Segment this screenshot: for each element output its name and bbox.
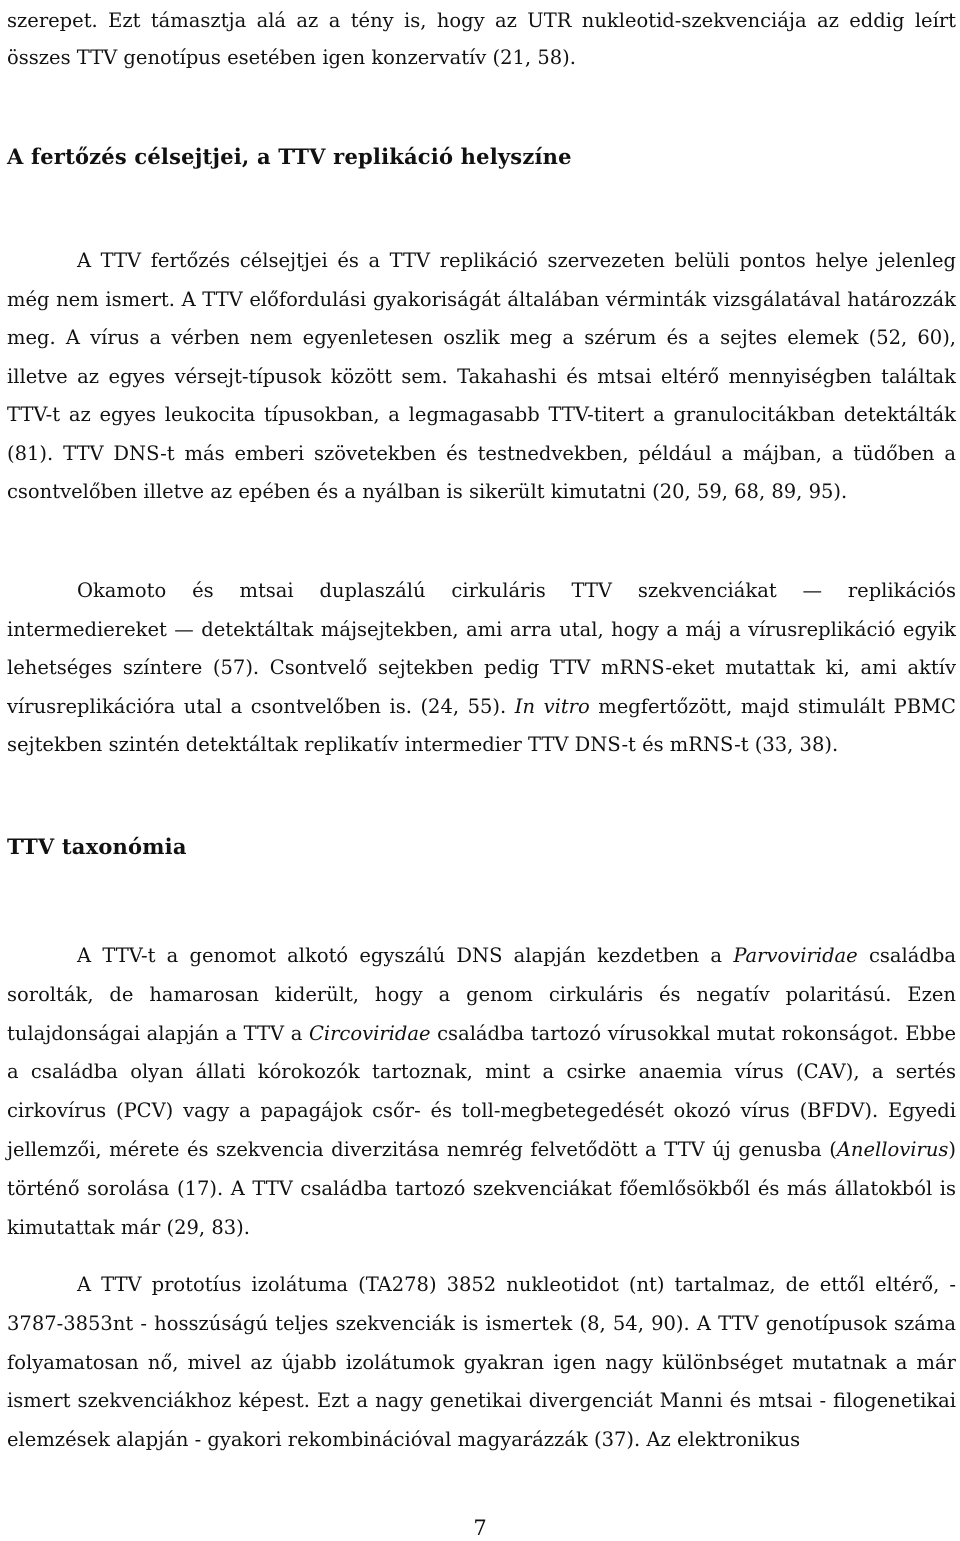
- page-number: 7: [473, 1516, 487, 1540]
- paragraph-taxonomy-2: [7, 1266, 956, 1460]
- continuation-paragraph: szerepet. Ezt támasztja alá az a tény is, hogy az UTR nukleotid-szekvenciája az eddig leírt összes TTV genotípus esetében igen konzervatív (21, 58).: [7, 9, 956, 69]
- section-heading-taxonomy: TTV taxonómia: [7, 834, 187, 859]
- paragraph-okamoto: [7, 572, 956, 765]
- taxonomy-1-text-d: ) történő sorolása (17). A TTV családba tartozó szekvenciákat főemlősökből és más állatokból is kimutattak már (29, 83).: [7, 1137, 956, 1239]
- paragraph-target-cells-text: A TTV fertőzés célsejtjei és a TTV replikáció szervezeten belüli pontos helye jelenleg még nem ismert. A TTV előfordulási gyakoriságát általában vérminták vizsgálatával határozzák meg. A vírus a vérben nem egyenletesen oszlik meg a szérum és a sejtes elemek (52, 60), illetve az egyes vérsejt-típusok között sem. Takahashi és mtsai eltérő mennyiségben találtak TTV-t az egyes leukocita típusokban, a legmagasabb TTV-titert a granulocitákban detektálták (81). TTV DNS-t más emberi szövetekben és testnedvekben, például a májban, a tüdőben a csontvelőben illetve az epében és a nyálban is sikerült kimutatni (20, 59, 68, 89, 95).: [7, 249, 956, 503]
- taxonomy-1-italic-anellovirus: Anellovirus: [836, 1137, 949, 1161]
- paragraph-target-cells: [7, 242, 956, 512]
- paragraph-taxonomy-2-text: A TTV prototíus izolátuma (TA278) 3852 nukleotidot (nt) tartalmaz, de ettől eltérő, - 3787-3853nt - hosszúságú teljes szekvenciák is ismertek (8, 54, 90). A TTV genotípusok száma folyamatosan nő, mivel az újabb izolátumok gyakran igen nagy különbséget mutatnak a már ismert szekvenciákhoz képest. Ezt a nagy genetikai divergenciát Manni és mtsai - filogenetikai elemzések alapján - gyakori rekombinációval magyarázzák (37). Az elektronikus: [7, 1273, 956, 1452]
- taxonomy-1-italic-circoviridae: Circoviridae: [308, 1021, 431, 1045]
- paragraph-taxonomy-1: [7, 937, 956, 1247]
- section-heading-target-cells: A fertőzés célsejtjei, a TTV replikáció helyszíne: [7, 144, 572, 169]
- paragraph-okamoto-italic: In vitro: [514, 694, 590, 718]
- taxonomy-1-text-c: családba tartozó vírusokkal mutat rokonságot. Ebbe a családba olyan állati kórokozók tartoznak, mint a csirke anaemia vírus (CAV), a sertés cirkovírus (PCV) vagy a papagájok csőr- és toll-megbetegedését okozó vírus (BFDV). Egyedi jellemzői, mérete és szekvencia diverzitása nemrég felvetődött a TTV új genusba (: [7, 1021, 956, 1161]
- paragraph-okamoto-text-2: megfertőzött, majd stimulált PBMC sejtekben szintén detektáltak replikatív intermedier TTV DNS-t és mRNS-t (33, 38).: [7, 694, 956, 756]
- taxonomy-1-italic-parvoviridae: Parvoviridae: [733, 944, 858, 967]
- taxonomy-1-text-b: családba sorolták, de hamarosan kiderült, hogy a genom cirkuláris és negatív polaritású. Ezen tulajdonságai alapján a TTV a: [7, 944, 956, 1045]
- paragraph-okamoto-text-1: Okamoto és mtsai duplaszálú cirkuláris TTV szekvenciákat — replikációs intermediereket — detektáltak májsejtekben, ami arra utal, hogy a máj a vírusreplikáció egyik lehetséges színtere (57). Csontvelő sejtekben pedig TTV mRNS-eket mutattak ki, ami aktív vírusreplikációra utal a csontvelőben is. (24, 55).: [7, 579, 956, 718]
- taxonomy-1-text-a: A TTV-t a genomot alkotó egyszálú DNS alapján kezdetben a: [77, 944, 734, 967]
